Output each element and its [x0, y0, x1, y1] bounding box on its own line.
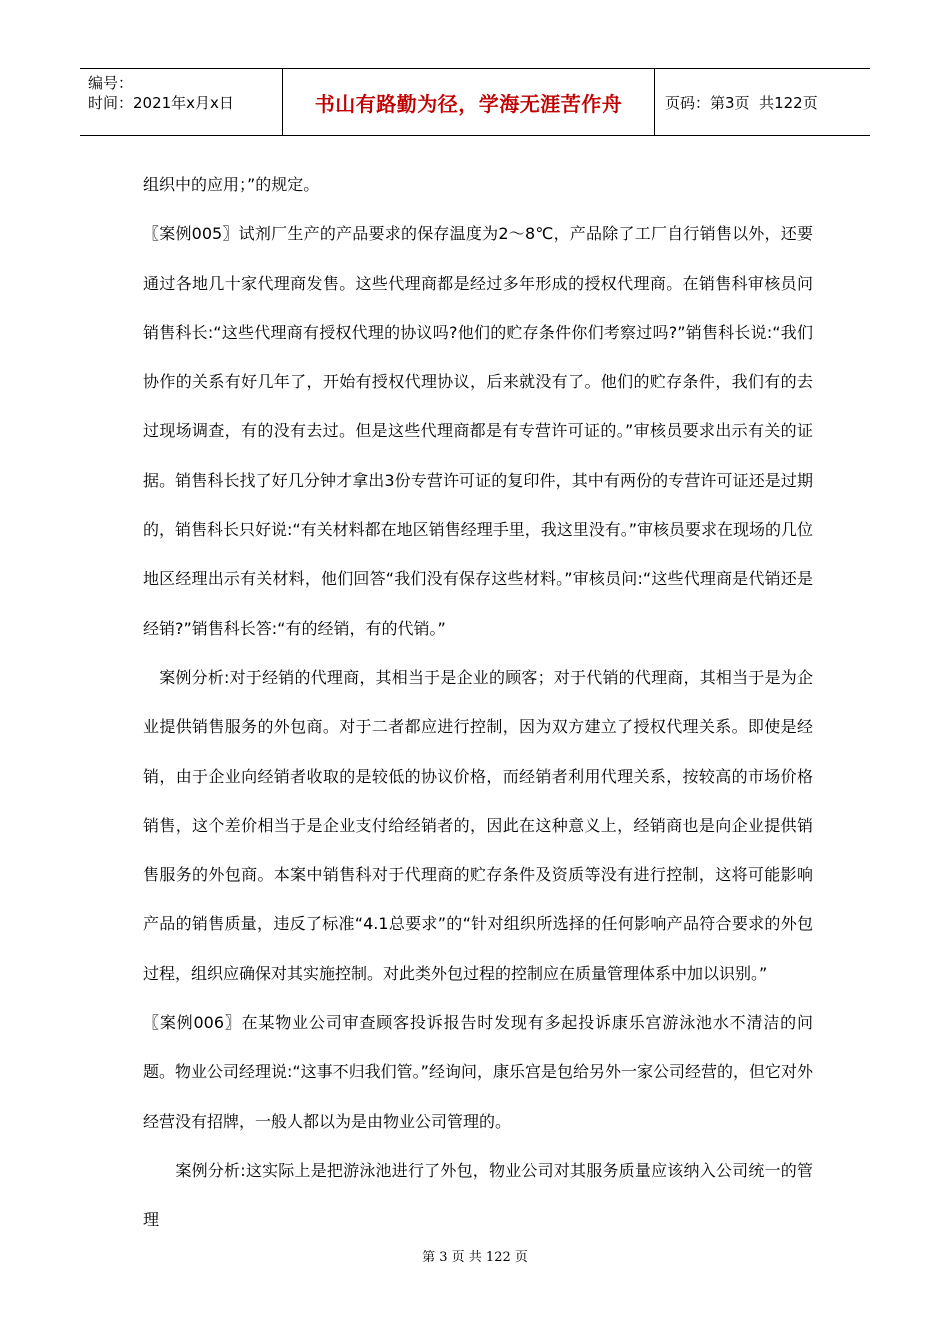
- paragraph-continuation: 组织中的应用；”的规定。: [143, 175, 320, 194]
- doc-code-label: 编号：: [88, 74, 134, 92]
- paragraph-case-005-analysis: 案例分析:对于经销的代理商，其相当于是企业的顾客；对于代销的代理商，其相当于是为企业提供销售服务的外包商。对于二者都应进行控制，因为双方建立了授权代理关系。即使是经销，由于企业向经销者收取的是较低的协议价格，而经销者利用代理关系，按较高的市场价格销售，这个差价相当于是企业支付给经销者的，因此在这种意义上，经销商也是向企业提供销售服务的外包商。本案中销售科对于代理商的贮存条件及资质等没有进行控制，这将可能影响产品的销售质量，违反了标准“4.1总要求”的“针对组织所选择的任何影响产品符合要求的外包过程，组织应确保对其实施控制。对此类外包过程的控制应在质量管理体系中加以识别。”: [143, 667, 813, 983]
- document-body: [143, 160, 813, 1245]
- header-motto: 书山有路勤为径，学海无涯苦作舟: [283, 69, 655, 135]
- paragraph-case-006: 〖案例006〗在某物业公司审查顾客投诉报告时发现有多起投诉康乐宫游泳池水不清洁的问题。物业公司经理说:“这事不归我们管。”经询问，康乐宫是包给另外一家公司经营的，但它对外经营没有招牌，一般人都以为是由物业公司管理的。: [143, 1013, 813, 1131]
- page-footer: 第 3 页 共 122 页: [422, 1250, 528, 1265]
- paragraph-case-006-analysis: 案例分析:这实际上是把游泳池进行了外包，物业公司对其服务质量应该纳入公司统一的管理: [143, 1160, 813, 1230]
- header-page-info-text: 页码：第3页 共122页: [665, 93, 818, 112]
- page-header: [80, 68, 870, 136]
- header-page-info: [655, 69, 870, 135]
- doc-date-label: 时间：2021年x月x日: [88, 94, 234, 112]
- header-meta: [80, 69, 283, 135]
- paragraph-case-005: 〖案例005〗试剂厂生产的产品要求的保存温度为2～8℃，产品除了工厂自行销售以外，还要通过各地几十家代理商发售。这些代理商都是经过多年形成的授权代理商。在销售科审核员问销售科长:“这些代理商有授权代理的协议吗?他们的贮存条件你们考察过吗?”销售科长说:“我们协作的关系有好几年了，开始有授权代理协议，后来就没有了。他们的贮存条件，我们有的去过现场调查，有的没有去过。但是这些代理商都是有专营许可证的。”审核员要求出示有关的证据。销售科长找了好几分钟才拿出3份专营许可证的复印件，其中有两份的专营许可证还是过期的，销售科长只好说:“有关材料都在地区销售经理手里，我这里没有。”审核员要求在现场的几位地区经理出示有关材料，他们回答“我们没有保存这些材料。”审核员问:“这些代理商是代销还是经销?”销售科长答:“有的经销，有的代销。”: [143, 224, 813, 638]
